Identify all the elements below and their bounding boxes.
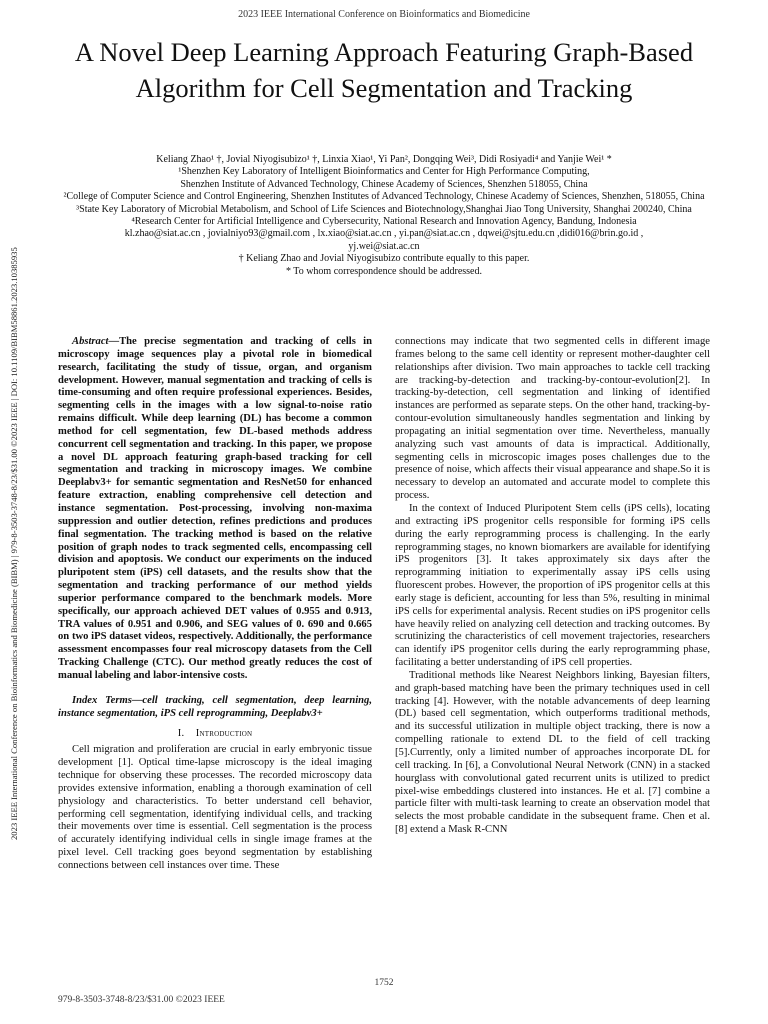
conference-header: 2023 IEEE International Conference on Bioinformatics and Biomedicine [238, 9, 530, 20]
affiliation-4: ⁴Research Center for Artificial Intelligence and Cybersecurity, National Research and Innovation Agency, Bandung, Indonesia [131, 216, 637, 228]
side-margin-citation [8, 170, 20, 840]
correspondence-note: * To whom correspondence should be addressed. [285, 265, 482, 277]
section-heading-introduction [58, 728, 372, 741]
section-number: I. [177, 728, 185, 740]
right-column [395, 336, 710, 837]
intro-paragraph-1: Cell migration and proliferation are crucial in early embryonic tissue development [1]. Optical time-lapse microscopy is the ideal imaging technique for observing these processes. The recorded microscopy data provides extensive information, enabling a thorough examination of cell physiology and characteristics. To better understand cell behavior, performing cell segmentation, identifying individual cells, and tracking their movements over time is essential. Cell segmentation is the process of accurately identifying individual cells in single image frames at the pixel level. Cell tracking goes beyond segmentation by establishing connections between cell instances over time. These [58, 744, 372, 871]
author-block [60, 154, 708, 278]
intro-paragraph-traditional: Traditional methods like Nearest Neighbors linking, Bayesian filters, and graph-based matching have been the primary techniques used in cell tracking [4]. However, with the notable advancements of deep learning (DL) based cell segmentation, which outperforms traditional methods, and its successful utilization in multiple object tracking, there is now a compelling rationale to extend DL to the field of cell tracking [5].Currently, only a limited number of approaches incorporate DL for cell tracking. In [6], a Convolutional Neural Network (CNN) in a stacked hourglass with convolutional gated recurrent units is utilized to predict pixel-wise embeddings clustered into instances. He et al. [7] combine a particle filter with multi-task learning to create an observation model that selects the most probable candidate in the subsequent frame. Chen et al. [8] extend a Mask R-CNN [395, 669, 710, 836]
intro-paragraph-ips: In the context of Induced Pluripotent Stem cells (iPS cells), locating and extracting iPS progenitor cells responsible for forming iPS cells during the early reprogramming process is challenging. In the early reprogramming stages, no known biomarkers are available for identifying iPS progenitors [3]. It takes approximately six days after the reprogramming initiation to experimentally assay iPS cells using fluorescent probes. However, the proportion of iPS progenitor cells at this early stage is deficient, accounting for less than 5%, resulting in minimal iPS cells for experimental analysis. Recent studies on iPS progenitor cells have heavily relied on analyzing cell detection and tracking outcomes. By scrutinizing the characteristics of cell movement trajectories, researchers can identify iPS progenitor cells during the early reprogramming phase, facilitating a better understanding of iPS cell properties. [395, 502, 710, 669]
footer-identifier: 979-8-3503-3748-8/23/$31.00 ©2023 IEEE [58, 995, 225, 1005]
left-column [58, 336, 372, 873]
equal-contribution-note: † Keliang Zhao and Jovial Niyogisubizo contribute equally to this paper. [238, 253, 530, 265]
affiliation-1b: Shenzhen Institute of Advanced Technology, Chinese Academy of Sciences, Shenzhen 518055, China [180, 178, 588, 190]
author-emails: kl.zhao@siat.ac.cn , jovialniyo93@gmail.com , lx.xiao@siat.ac.cn , yi.pan@siat.ac.cn , dqwei@sjtu.edu.cn ,didi016@brin.go.id , [124, 228, 644, 240]
affiliation-3: ³State Key Laboratory of Microbial Metabolism, and School of Life Sciences and Biotechnology,Shanghai Jiao Tong University, Shanghai 200240, China [76, 203, 692, 215]
author-emails-cont: yj.wei@siat.ac.cn [348, 240, 420, 252]
abstract [58, 336, 372, 683]
intro-paragraph-continued: connections may indicate that two segmented cells in different image frames belong to the same cell identity or represent mother-daughter cell relationships after division. Two main approaches to tackle cell tracking are tracking-by-detection and tracking-by-contour-evolution[2]. In tracking-by-detection, cell segmentation and linking of identified instances are performed as separate steps. On the other hand, tracking-by-contour-evolution simultaneously handles segmentation and linking by propagating an initial segmentation over time. Nevertheless, manually analyzing such vast amounts of data is impractical. Additionally, segmenting cells in microscopic images poses challenges due to the presence of noise, which affects their visual appearance and shape.So it is necessary to develop an automated and accurate model to complete this process. [395, 336, 710, 502]
index-terms: Index Terms—cell tracking, cell segmentation, deep learning, instance segmentation, iPS cell reprogramming, Deeplabv3+ [58, 694, 372, 719]
author-list: Keliang Zhao¹ †, Jovial Niyogisubizo¹ †, Linxia Xiao¹, Yi Pan², Dongqing Wei³, Didi Rosiyadi⁴ and Yanjie Wei¹ * [156, 154, 612, 165]
abstract-label: Abstract [72, 336, 109, 347]
paper-title: A Novel Deep Learning Approach Featuring Graph-Based Algorithm for Cell Segmentation and Tracking [74, 37, 694, 103]
affiliation-1a: ¹Shenzhen Key Laboratory of Intelligent Bioinformatics and Center for High Performance Computing, [178, 166, 590, 178]
side-margin-text: 2023 IEEE International Conference on Bioinformatics and Biomedicine (BIBM) | 979-8-3503-3748-8/23/$31.00 ©2023 IEEE | DOI: 10.1109/BIBM58861.2023.10385935 [9, 247, 19, 840]
section-title: Introduction [195, 728, 253, 740]
affiliation-2: ²College of Computer Science and Control Engineering, Shenzhen Institutes of Advanced Technology, Chinese Academy of Sciences, Shenzhen, 518055, China [63, 191, 705, 203]
abstract-text: —The precise segmentation and tracking of cells in microscopy image sequences play a pivotal role in biomedical research, facilitating the study of tissue, organ, and organism development. However, manual segmentation and tracking of cells is time-consuming and often require professional experiences. Besides, segmenting cells in the images with a low signal-to-noise ratio remains difficult. While deep learning (DL) has become a common method for cell segmentation, few DL-based methods address concurrent cell segmentation and tracking. In this paper, we propose a novel DL approach featuring graph-based tracking for cell segmentation and tracking in microscopy images. We combine Deeplabv3+ for semantic segmentation and ResNet50 for enhanced feature extraction, enabling comprehensive cell detection and instance segmentation. Post-processing, involving non-maxima suppression and outlier detection, refines predictions and produces final segmentation. The tracking method is based on the relative position of graph nodes to track segmented cells, encompassing cell division and apoptosis. We conduct our experiments on the induced pluripotent stem (iPS) cell datasets, and the results show that the segmentation and tracking performance of our method yields superior performance compared to the benchmark models. More specifically, our approach achieved DET values of 0.955 and 0.913, TRA values of 0.951 and 0.906, and SEG values of 0. 690 and 0.665 on two iPS dataset videos, respectively. Additionally, the performance assessment encompasses four real microscopy datasets from the Cell Tracking Challenge (CTC). Our method greatly reduces the cost of manual labeling and labor-intensive costs. [58, 336, 372, 681]
page-number: 1752 [374, 978, 394, 988]
